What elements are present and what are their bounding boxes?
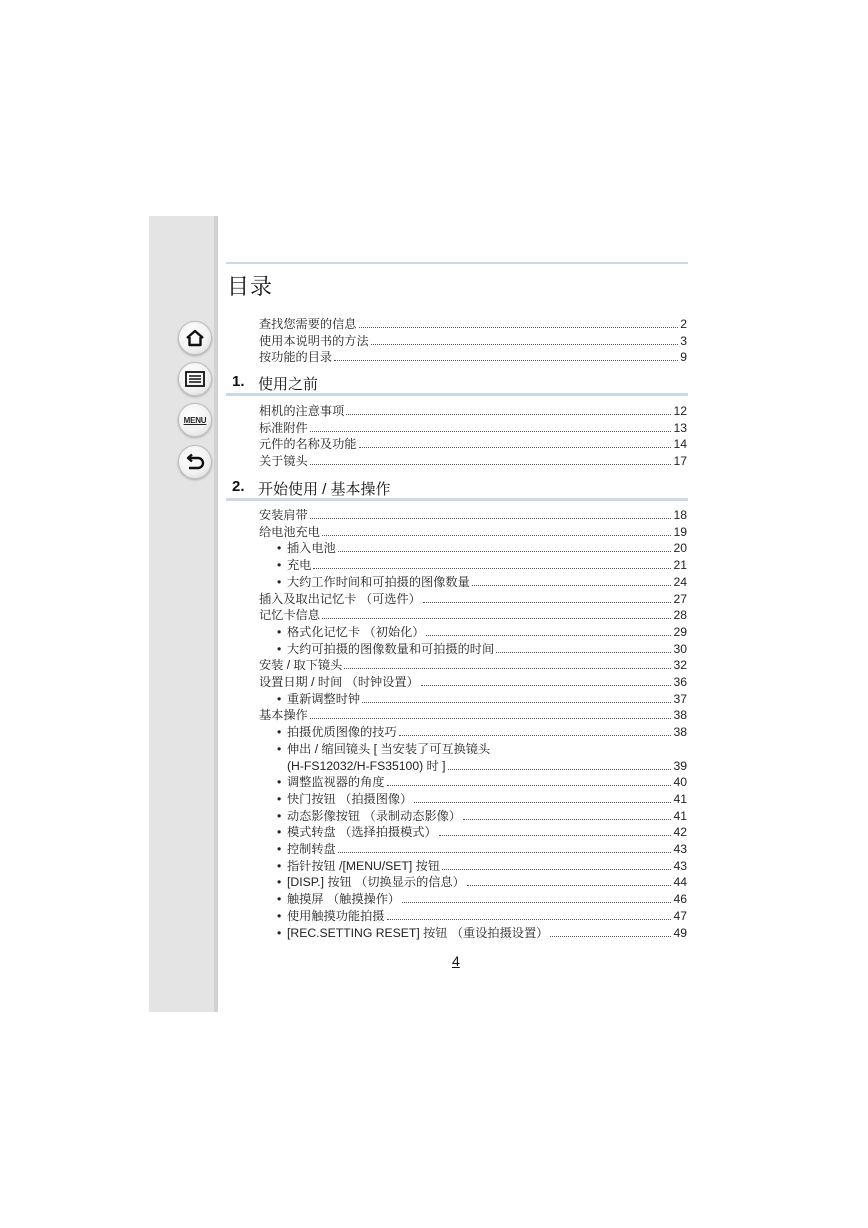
bullet-icon: • [277,858,282,873]
toc-entry-page: 17 [673,454,687,469]
bullet-icon: • [277,825,282,840]
toc-entry[interactable] [259,607,687,623]
toc-entry-page: 2 [680,317,687,331]
toc-entry-page: 37 [673,691,687,706]
toc-entry-page: 38 [673,725,687,740]
bullet-icon: • [277,691,282,706]
contents-button[interactable] [178,362,212,396]
toc-entry[interactable] [277,641,687,657]
dot-leader [310,464,672,465]
toc-entry-label: 基本操作 [259,708,308,723]
section-heading [226,478,688,501]
toc-entry-page: 39 [673,758,687,773]
dot-leader [362,702,671,703]
toc-entry-page: 12 [673,404,687,418]
toc-entry-page: 32 [673,658,687,673]
dot-leader [442,869,671,870]
dot-leader [313,568,671,569]
toc-entry-label: 动态影像按钮 （录制动态影像） [287,808,462,823]
menu-label: MENU [183,415,207,425]
toc-entry[interactable] [277,557,687,573]
home-icon [185,329,205,347]
dot-leader [310,718,672,719]
toc-entry[interactable] [259,453,687,469]
toc-entry[interactable] [277,858,687,874]
back-button[interactable] [178,445,212,479]
dot-leader [448,769,672,770]
toc-entry-label: 给电池充电 [259,524,320,539]
toc-entry-label: [REC.SETTING RESET] 按钮 （重设拍摄设置） [287,925,549,940]
dot-leader [439,835,672,836]
toc-entry-label: 设置日期 / 时间 （时钟设置） [259,675,419,689]
dot-leader [322,618,672,619]
toc-entry-label: 调整监视器的角度 [287,775,385,790]
toc-entry-page: 24 [673,574,687,589]
section-heading [226,373,688,396]
dot-leader [371,344,679,345]
bullet-icon: • [277,641,282,656]
toc-entry[interactable] [277,774,687,790]
toc-entry-page: 29 [673,624,687,639]
section-title: 开始使用 / 基本操作 [258,481,391,498]
dot-leader [496,652,671,653]
bullet-icon: • [277,791,282,806]
page-number: 4 [452,953,460,969]
section-title: 使用之前 [258,376,319,393]
toc-entry-label: 标准附件 [259,420,308,435]
bullet-icon: • [277,908,282,923]
toc-entry-page: 46 [673,892,687,907]
toc-entry-label: 安装肩带 [259,508,308,522]
dot-leader [423,602,672,603]
toc-entry[interactable] [259,707,687,723]
toc-entry-page: 9 [680,350,687,365]
toc-entry[interactable] [277,874,687,890]
dot-leader [463,819,671,820]
toc-entry[interactable] [259,591,687,607]
toc-entry-label: 控制转盘 [287,842,336,856]
toc-entry-label: 格式化记忆卡 （初始化） [287,624,425,639]
home-button[interactable] [178,321,212,355]
bullet-icon: • [277,842,282,856]
bullet-icon: • [277,875,282,890]
dot-leader [344,668,671,669]
toc-entry-label: (H-FS12032/H-FS35100) 时 ] [287,758,446,773]
menu-button[interactable] [178,403,212,437]
toc-entry[interactable] [277,574,687,590]
toc-entry[interactable] [259,674,687,690]
toc-entry-label: 相机的注意事项 [259,404,345,418]
toc-entry-page: 28 [673,608,687,623]
dot-leader [387,785,672,786]
toc-entry-label: 安装 / 取下镜头 [259,658,343,673]
dot-leader [359,447,672,448]
dot-leader [346,414,671,415]
dot-leader [421,685,672,686]
toc-entry[interactable] [277,691,687,707]
toc-entry-page: 47 [673,908,687,923]
dot-leader [472,585,672,586]
bullet-icon: • [277,808,282,823]
toc-entry-label: 使用本说明书的方法 [259,333,369,348]
toc-entry[interactable] [259,657,687,673]
bullet-icon: • [277,541,282,556]
bullet-icon: • [277,775,282,790]
dot-leader [338,852,672,853]
toc-entry-page: 18 [673,508,687,522]
dot-leader [414,802,671,803]
toc-entry[interactable] [277,791,687,807]
dot-leader [359,327,679,328]
toc-entry-label: 拍摄优质图像的技巧 [287,725,397,740]
toc-entry-label: 按功能的目录 [259,350,333,365]
dot-leader [322,535,672,536]
dot-leader [334,360,678,361]
toc-entry-label: 元件的名称及功能 [259,437,357,452]
toc-entry[interactable] [259,436,687,452]
toc-entry[interactable] [259,333,687,349]
section-number: 1. [232,373,245,390]
toc-entry[interactable] [287,758,687,774]
toc-entry-label: 插入及取出记忆卡 （可选件） [259,591,421,606]
dot-leader [338,551,672,552]
header-rule [226,262,688,264]
toc-entry[interactable] [277,891,687,907]
toc-entry[interactable] [277,841,687,857]
toc-entry-label: 大约可拍摄的图像数量和可拍摄的时间 [287,641,495,656]
toc-entry[interactable] [259,420,687,436]
toc-entry-label: 记忆卡信息 [259,608,320,623]
toc-entry-label: 充电 [287,558,312,573]
toc-entry-page: 49 [673,925,687,940]
toc-entry-page: 43 [673,842,687,856]
toc-entry-page: 38 [673,708,687,723]
toc-entry-page: 3 [680,333,687,348]
toc-entry-label: 大约工作时间和可拍摄的图像数量 [287,574,470,589]
bullet-icon: • [277,574,282,589]
toc-entry-label: 使用触摸功能拍摄 [287,908,385,923]
bullet-icon: • [277,892,282,907]
toc-entry-page: 36 [673,675,687,689]
toc-entry-page: 27 [673,591,687,606]
toc-entry[interactable] [259,316,687,332]
toc-entry[interactable] [277,808,687,824]
toc-entry[interactable] [277,824,687,840]
toc-entry-page: 30 [673,641,687,656]
dot-leader [310,518,672,519]
toc-entry-label: 插入电池 [287,541,336,556]
toc-entry-page: 14 [673,437,687,452]
bullet-icon: • [277,725,282,740]
dot-leader [550,936,671,937]
dot-leader [402,902,671,903]
toc-entry[interactable] [259,349,687,365]
toc-entry-page: 42 [673,825,687,840]
toc-entry-label: 模式转盘 （选择拍摄模式） [287,825,437,840]
toc-entry-label: [DISP.] 按钮 （切换显示的信息） [287,875,465,890]
toc-entry-page: 13 [673,420,687,435]
toc-entry-page: 40 [673,775,687,790]
toc-entry-label: 快门按钮 （拍摄图像） [287,791,413,806]
dot-leader [467,885,672,886]
toc-entry-label: 指针按钮 /[MENU/SET] 按钮 [287,858,441,873]
toc-entry-page: 41 [673,808,687,823]
toc-entry-page: 44 [673,875,687,890]
dot-leader [399,735,672,736]
return-arrow-icon [185,453,205,471]
list-icon [185,371,205,387]
page-title: 目录 [227,274,274,299]
toc-entry-page: 43 [673,858,687,873]
dot-leader [387,919,672,920]
bullet-icon: • [277,558,282,573]
dot-leader [310,431,672,432]
dot-leader [426,635,671,636]
toc-entry-page: 19 [673,524,687,539]
toc-entry[interactable] [277,925,687,941]
section-number: 2. [232,478,245,495]
toc-entry[interactable] [277,624,687,640]
toc-entry-label: 伸出 / 缩回镜头 [ 当安装了可互换镜头 [287,741,491,756]
toc-entry[interactable] [259,524,687,540]
toc-entry[interactable] [277,724,687,740]
toc-entry[interactable] [259,507,687,523]
toc-entry[interactable] [259,403,687,419]
toc-entry-page: 41 [673,791,687,806]
bullet-icon: • [277,925,282,940]
toc-entry-label: 触摸屏 （触摸操作） [287,892,401,907]
toc-entry[interactable] [277,741,687,757]
toc-entry[interactable] [277,540,687,556]
bullet-icon: • [277,741,282,756]
toc-entry-page: 21 [673,558,687,573]
toc-entry-label: 查找您需要的信息 [259,317,357,331]
toc-entry-page: 20 [673,541,687,556]
toc-entry-label: 关于镜头 [259,454,308,469]
toc-entry[interactable] [277,908,687,924]
bullet-icon: • [277,624,282,639]
toc-entry-label: 重新调整时钟 [287,691,361,706]
